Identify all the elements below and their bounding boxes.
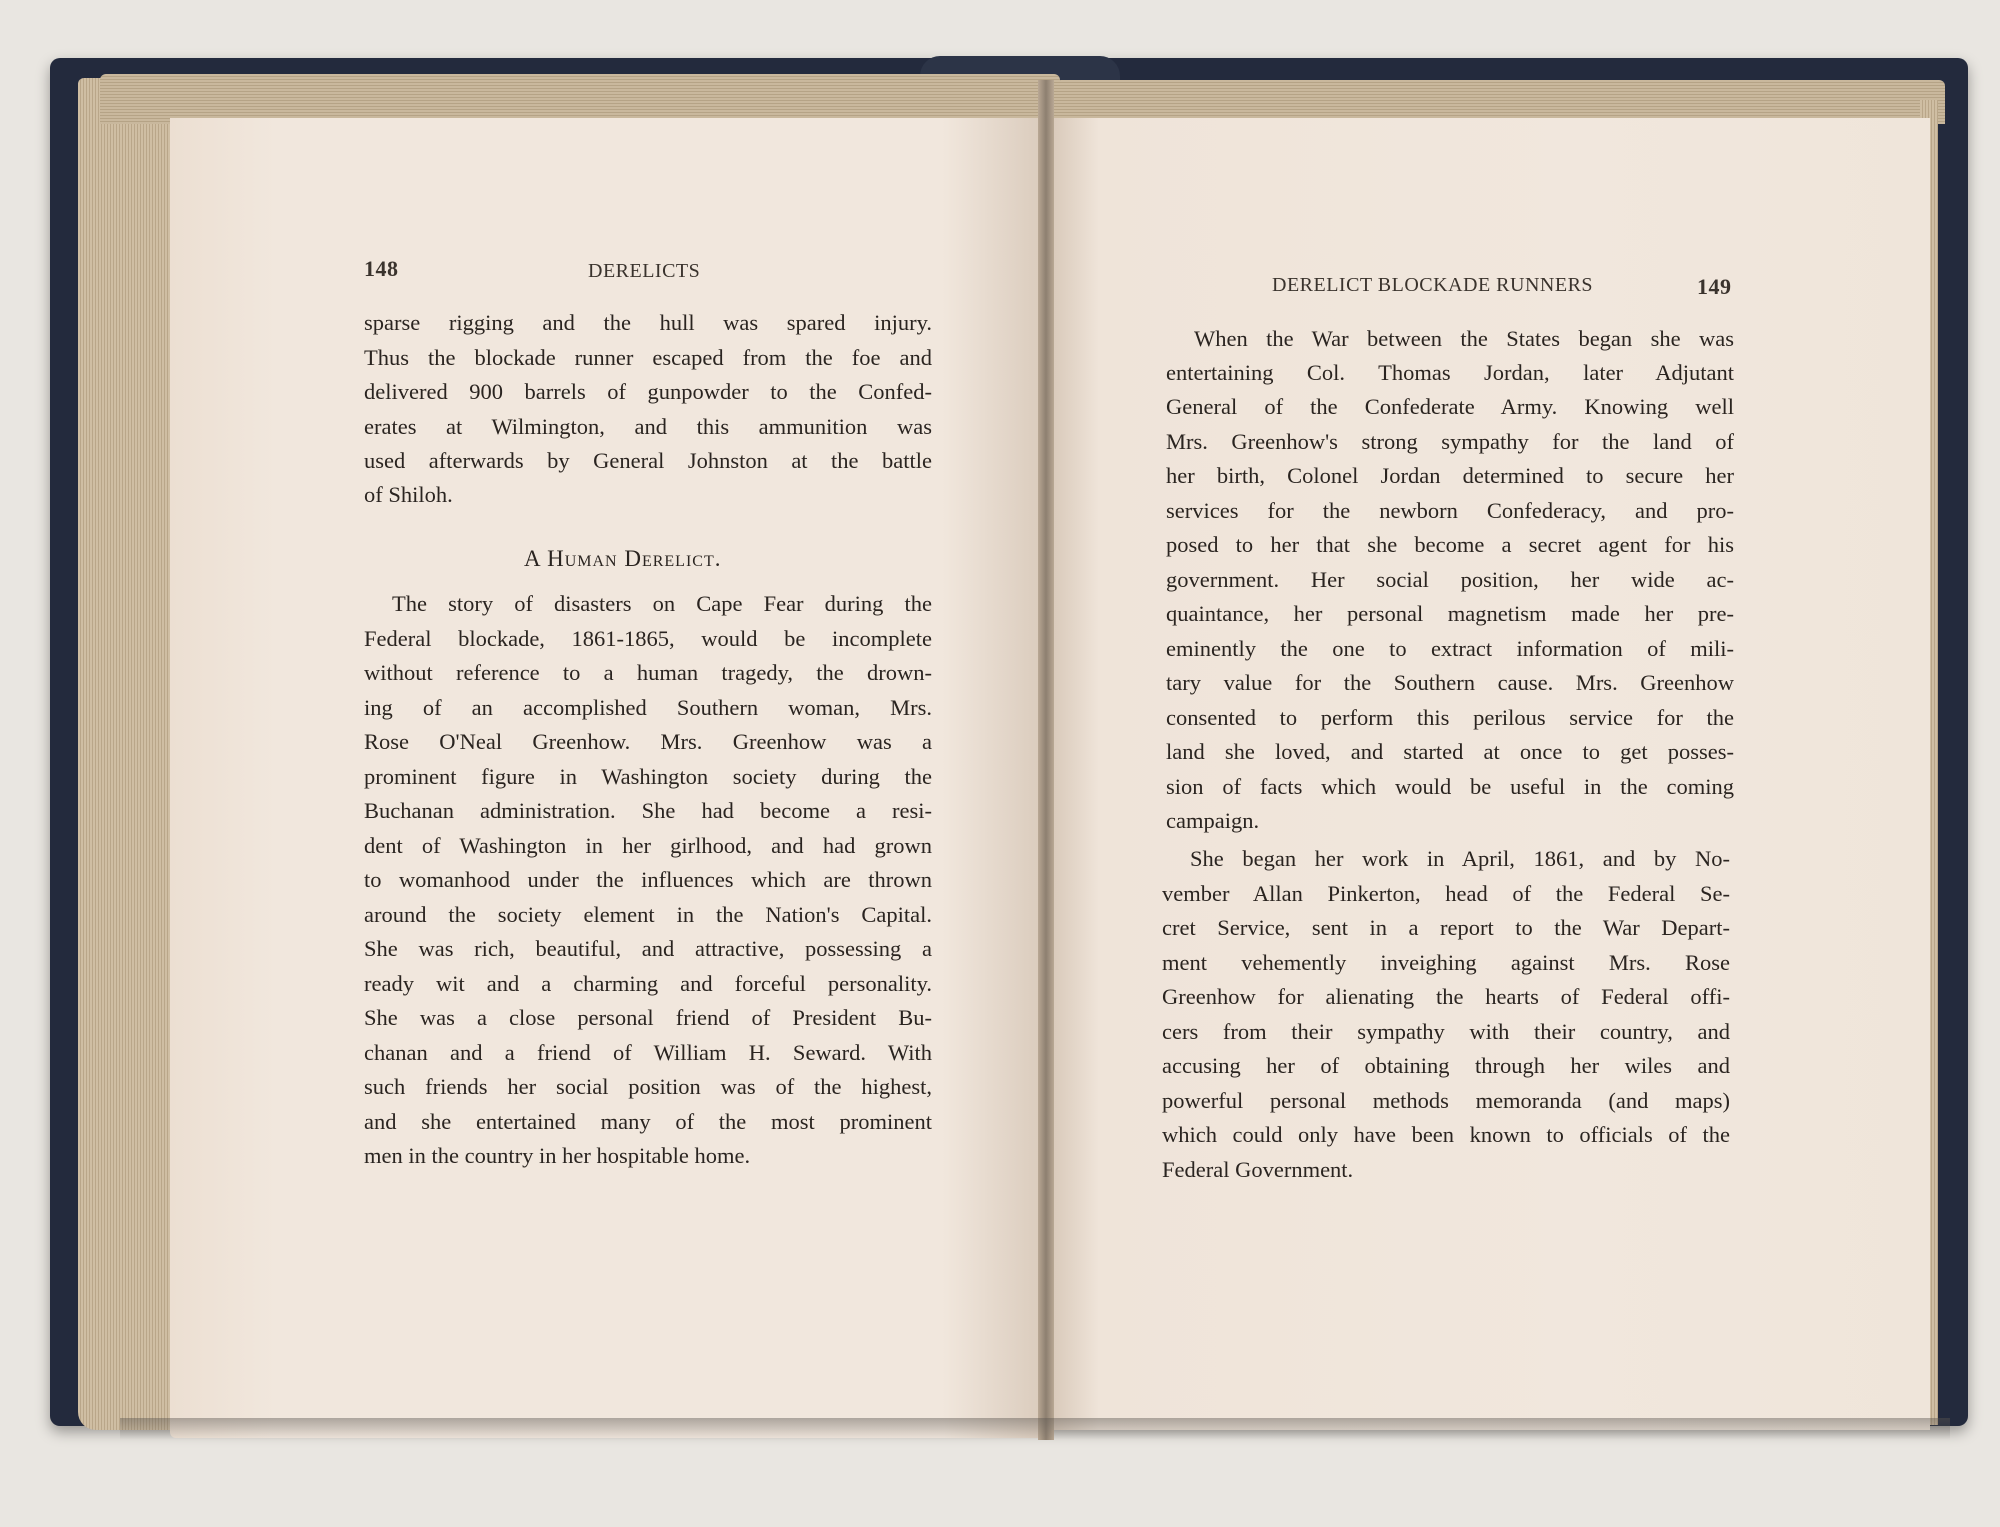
text-line: entertaining Col. Thomas Jordan, later Adjutant	[1166, 360, 1734, 385]
text-line: used afterwards by General Johnston at the battle	[364, 448, 932, 473]
text-line: Buchanan administration. She had become a resi-	[364, 798, 932, 823]
text-line: ment vehemently inveighing against Mrs. Rose	[1162, 950, 1730, 975]
text-line: erates at Wilmington, and this ammunition was	[364, 414, 932, 439]
text-line: cret Service, sent in a report to the War Depart-	[1162, 915, 1730, 940]
text-line: consented to perform this perilous service for the	[1166, 705, 1734, 730]
book-shadow	[120, 1418, 1950, 1440]
text-line: dent of Washington in her girlhood, and had grown	[364, 833, 932, 858]
text-line: Rose O'Neal Greenhow. Mrs. Greenhow was a	[364, 729, 932, 754]
text-line: accusing her of obtaining through her wiles and	[1162, 1053, 1730, 1078]
text-line: prominent figure in Washington society during the	[364, 764, 932, 789]
text-line: posed to her that she become a secret agent for his	[1166, 532, 1734, 557]
right-page-number: 149	[1697, 274, 1732, 299]
text-line: The story of disasters on Cape Fear during the	[392, 591, 932, 616]
text-line: ing of an accomplished Southern woman, Mrs.	[364, 695, 932, 720]
text-line: eminently the one to extract information of mili-	[1166, 636, 1734, 661]
text-line: She was a close personal friend of President Bu-	[364, 1005, 932, 1030]
text-line: her birth, Colonel Jordan determined to secure her	[1166, 463, 1734, 488]
right-running-head: DERELICT BLOCKADE RUNNERS	[1272, 274, 1594, 296]
text-line: of Shiloh.	[364, 482, 453, 507]
text-line: She began her work in April, 1861, and by No-	[1190, 846, 1730, 871]
text-line: services for the newborn Confederacy, and pro-	[1166, 498, 1734, 523]
text-line: Greenhow for alienating the hearts of Federal offi-	[1162, 984, 1730, 1009]
text-line: around the society element in the Nation's Capital.	[364, 902, 932, 927]
text-line: quaintance, her personal magnetism made her pre-	[1166, 601, 1734, 626]
text-line: ready wit and a charming and forceful personality.	[364, 971, 932, 996]
text-line: When the War between the States began she was	[1194, 326, 1734, 351]
text-line: chanan and a friend of William H. Seward. With	[364, 1040, 932, 1065]
text-line: men in the country in her hospitable home.	[364, 1143, 751, 1168]
text-line: Mrs. Greenhow's strong sympathy for the land of	[1166, 429, 1734, 454]
text-line: without reference to a human tragedy, the drown-	[364, 660, 932, 685]
text-line: Thus the blockade runner escaped from the foe and	[364, 345, 932, 370]
text-line: cers from their sympathy with their country, and	[1162, 1019, 1730, 1044]
text-line: which could only have been known to officials of the	[1162, 1122, 1730, 1147]
book-gutter	[1038, 80, 1054, 1440]
text-line: Federal Government.	[1162, 1157, 1354, 1182]
page-edges-left	[78, 78, 178, 1430]
text-line: powerful personal methods memoranda (and maps)	[1162, 1088, 1730, 1113]
text-line: such friends her social position was of the highest,	[364, 1074, 932, 1099]
text-line: sion of facts which would be useful in the coming	[1166, 774, 1734, 799]
page-edges-top-left	[100, 74, 1060, 124]
text-line: Federal blockade, 1861-1865, would be incomplete	[364, 626, 932, 651]
text-line: land she loved, and started at once to get posses-	[1166, 739, 1734, 764]
text-line: government. Her social position, her wide ac-	[1166, 567, 1734, 592]
text-line: General of the Confederate Army. Knowing well	[1166, 394, 1734, 419]
text-line: sparse rigging and the hull was spared injury.	[364, 310, 932, 335]
text-line: and she entertained many of the most prominent	[364, 1109, 932, 1134]
text-line: tary value for the Southern cause. Mrs. Greenhow	[1166, 670, 1734, 695]
section-heading: A Human Derelict.	[524, 546, 722, 571]
left-running-head: DERELICTS	[588, 260, 701, 282]
left-page-number: 148	[364, 256, 399, 281]
text-line: campaign.	[1166, 808, 1260, 833]
text-line: She was rich, beautiful, and attractive, possessing a	[364, 936, 932, 961]
text-line: to womanhood under the influences which are thrown	[364, 867, 932, 892]
text-line: vember Allan Pinkerton, head of the Federal Se-	[1162, 881, 1730, 906]
text-line: delivered 900 barrels of gunpowder to the Confed-	[364, 379, 932, 404]
